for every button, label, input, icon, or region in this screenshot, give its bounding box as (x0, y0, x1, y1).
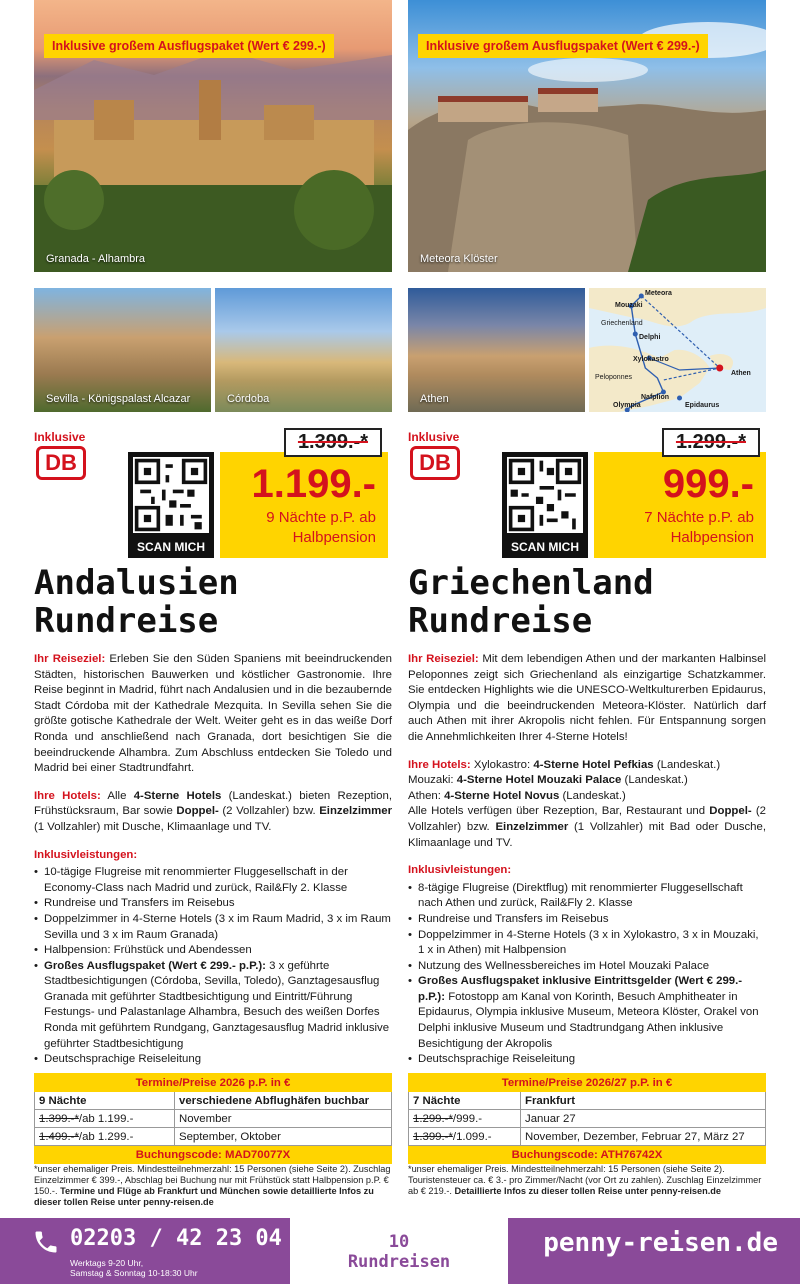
hotels-paragraph (408, 758, 766, 852)
hotels-text: 4-Sterne Hotel Novus (444, 789, 560, 802)
price-cell (409, 1128, 521, 1146)
offer-title (408, 564, 654, 640)
table-row (35, 1110, 392, 1128)
offer-description (408, 652, 766, 1068)
hotels-text: 4-Sterne Hotel Pefkias (533, 758, 654, 771)
route-map (589, 288, 766, 412)
hero-image-alhambra (34, 0, 392, 272)
hotels-text: Xylokastro: (473, 758, 531, 771)
footnote-bold: Detaillierte Infos zu dieser tollen Reise unter penny-reisen.de (454, 1186, 722, 1196)
hotels-text: (1 Vollzahler) mit Dusche, Klimaanlage und TV. (34, 820, 272, 833)
old-price: 1.499.-* (39, 1130, 79, 1143)
hotels-text: (Landeskat.) bieten Rezeption, Frühstücksraum, Bar sowie (34, 789, 392, 818)
price-table (408, 1073, 766, 1164)
old-price: 1.399.-* (284, 428, 382, 457)
reiseziel-text: Mit dem lebendigen Athen und der markanten Halbinsel Peloponnes zeigt sich Griechenland als einzigartige Schatzkammer. Sie entdecken Highlights wie die UNESCO-Weltkulturerben Epidaurus, Olympia und die beeindruckenden Meteora-Klöster. Natürlich darf auch Athen mit ihrer Akropolis nicht fehlen. Für Entspannung sorgen die Annehmlichkeiten Ihrer 4-Sterne Hotels! (408, 653, 766, 743)
table-row (35, 1128, 392, 1146)
hotels-text: Athen: (408, 789, 441, 802)
phone-icon (32, 1228, 60, 1256)
hotels-text: Alle (107, 789, 127, 802)
hours-weekend: Samstag & Sonntag 10-18:30 Uhr (70, 1268, 198, 1278)
inklusiv-list (34, 865, 392, 1068)
map-label-athen: Athen (731, 370, 751, 377)
reiseziel-text: Erleben Sie den Süden Spaniens mit beeindruckenden Städten, historischen Bauwerken und köstlicher Gastronomie. Ihre Reise beginnt in Madrid, führt nach Andalusien und in die bezaubernde Stadt Córdoba mit der Kathedrale Mezquita. In Sevilla sehen Sie die größte gotische Kathedrale der Welt. Weiter geht es in das weiße Dorf Ronda und anschließend nach Granada, dort besichtigen Sie die beeindruckende Alhambra. Zum Abschluss entdecken Sie Toledo und Madrid bei einer Stadtrundfahrt. (34, 653, 392, 775)
footnote (34, 1164, 392, 1208)
ausflugspaket-ribbon: Inklusive großem Ausflugspaket (Wert € 299.-) (418, 34, 708, 58)
footer-bar (0, 1218, 800, 1284)
hotels-text: (Landeskat.) (624, 774, 688, 787)
price-cell (35, 1128, 175, 1146)
tile-caption: Córdoba (227, 393, 270, 405)
hotels-text: Einzelzimmer (319, 805, 393, 818)
reiseziel-label: Ihr Reiseziel: (34, 653, 106, 665)
hotels-text: (2 Vollzahler) bzw. (408, 805, 767, 833)
list-item: • Deutschsprachige Reiseleitung (34, 1052, 392, 1068)
footnote-text: *unser ehemaliger Preis. Mindestteilnehmerzahl: 15 Personen (siehe Seite 2). Touristensteuer ca. € 3.- pro Zimmer/Nacht (vor Ort zu zahlen). Zuschlag Einzelzimmer ab € 219.-. (408, 1164, 762, 1196)
reiseziel-paragraph (408, 652, 766, 746)
hotels-label: Ihre Hotels: (408, 758, 471, 771)
list-item (34, 959, 392, 1053)
dates-cell: November (175, 1110, 392, 1128)
scan-label: SCAN MICH (511, 540, 579, 554)
table-column-headers (35, 1092, 392, 1110)
map-label-xylokastro: Xylokastro (633, 356, 669, 363)
db-logo: DB (36, 446, 86, 480)
reiseziel-label: Ihr Reiseziel: (408, 653, 479, 665)
qr-pattern (133, 457, 209, 533)
price-box (220, 431, 388, 558)
hotels-paragraph (34, 789, 392, 836)
list-item: • Doppelzimmer in 4-Sterne Hotels (3 x in Xylokastro, 3 x in Mouzaki, 1 x in Athen) mit Halbpension (408, 928, 766, 959)
list-item: • 8-tägige Flugreise (Direktflug) mit renommierter Fluggesellschaft nach Athen und zurück, Rail&Fly 2. Klasse (408, 881, 766, 912)
footnote-text: *unser ehemaliger Preis. Mindestteilnehmerzahl: 15 Personen (siehe Seite 2). Zuschlag Einzelzimmer € 399.-, Abschlag bei Buchung nur mit Frühstück statt Halbpension p.P. € 150.-. (34, 1164, 391, 1196)
title-line2: Rundreise (408, 601, 593, 641)
hotels-text: Doppel- (709, 805, 752, 818)
old-price: 1.399.-* (39, 1112, 79, 1125)
table-title: Termine/Preise 2026/27 p.P. in € (409, 1074, 766, 1092)
hotels-text: Doppel- (176, 805, 219, 818)
ausflugspaket-text: Fotostopp am Kanal von Korinth, Besuch Amphitheater in Epidaurus, Olympia inklusive Museum, Meteora Klöster, Orakel von Delphi inklusive Museum und Stadtrundgang Athen inklusive Besichtigung der Akropolis (418, 990, 759, 1050)
website-panel[interactable] (508, 1218, 800, 1284)
new-price: /999.- (452, 1112, 483, 1125)
price-cell (409, 1110, 521, 1128)
inklusiv-label: Inklusivleistungen: (408, 864, 512, 877)
hotels-text: (2 Vollzahler) bzw. (222, 805, 316, 818)
hotels-text: 4-Sterne Hotel Mouzaki Palace (456, 774, 622, 787)
hero-caption: Granada - Alhambra (46, 253, 146, 265)
table-row (409, 1128, 766, 1146)
hotels-label: Ihre Hotels: (34, 789, 101, 802)
hotels-text: (Landeskat.) (562, 789, 626, 802)
hero-image-meteora (408, 0, 766, 272)
reiseziel-paragraph (34, 652, 392, 777)
tile-caption: Sevilla - Königspalast Alcazar (46, 393, 191, 405)
phone-panel[interactable] (0, 1218, 290, 1284)
column-nights: 9 Nächte (35, 1092, 175, 1110)
table-title: Termine/Preise 2026 p.P. in € (35, 1074, 392, 1092)
offer-griechenland (408, 0, 766, 412)
website-link[interactable]: penny-reisen.de (543, 1228, 778, 1258)
list-item: • Doppelzimmer in 4-Sterne Hotels (3 x im Raum Madrid, 3 x im Raum Sevilla und 3 x im Raum Granada) (34, 912, 392, 943)
ausflugspaket-heading: Großes Ausflugspaket inklusive Eintrittsgelder (Wert € 299.- p.P.): (418, 975, 743, 1003)
photo-athen (408, 288, 585, 412)
list-item: • Rundreise und Transfers im Reisebus (34, 896, 392, 912)
map-label-peloponnes: Peloponnes (595, 374, 632, 381)
db-inklusive-label: Inklusive (408, 430, 460, 444)
hotels-text: (Landeskat.) (656, 758, 721, 771)
footnote-bold: Termine und Flüge ab Frankfurt und München sowie detaillierte Infos zu dieser tollen Reise unter penny-reisen.de (34, 1186, 374, 1207)
new-price: /1.099.- (452, 1130, 492, 1143)
price-cell (35, 1110, 175, 1128)
offer-title (34, 564, 239, 640)
price-board: Halbpension (292, 529, 376, 546)
ausflugspaket-ribbon: Inklusive großem Ausflugspaket (Wert € 299.-) (44, 34, 334, 58)
list-item: • Deutschsprachige Reiseleitung (408, 1052, 766, 1068)
table-row (409, 1110, 766, 1128)
dates-cell: Januar 27 (521, 1110, 766, 1128)
hero-caption: Meteora Klöster (420, 253, 498, 265)
booking-code-row (35, 1146, 392, 1164)
price-box (594, 431, 766, 558)
booking-code: Buchungscode: MAD70077X (35, 1146, 392, 1164)
photo-cordoba (215, 288, 392, 412)
db-inklusive-label: Inklusive (34, 430, 86, 444)
table-column-headers (409, 1092, 766, 1110)
inklusiv-list (408, 881, 766, 1068)
dates-cell: November, Dezember, Februar 27, März 27 (521, 1128, 766, 1146)
table-header (409, 1074, 766, 1092)
column-nights: 7 Nächte (409, 1092, 521, 1110)
list-item: • Rundreise und Transfers im Reisebus (408, 912, 766, 928)
db-logo: DB (410, 446, 460, 480)
price-subtext (644, 508, 754, 548)
scan-label: SCAN MICH (137, 540, 205, 554)
booking-code: Buchungscode: ATH76742X (409, 1146, 766, 1164)
qr-code[interactable] (128, 452, 214, 558)
map-label-nafplion: Nafplion (641, 394, 669, 401)
hotels-text: (1 Vollzahler) mit Bad oder Dusche, Klimaanlage und TV. (408, 820, 767, 849)
title-line2: Rundreise (34, 601, 219, 641)
map-label-olympia: Olympia (613, 402, 641, 409)
dates-cell: September, Oktober (175, 1128, 392, 1146)
old-price: 1.299.-* (662, 428, 760, 457)
old-price: 1.399.-* (413, 1130, 453, 1143)
list-item: • Halbpension: Frühstück und Abendessen (34, 943, 392, 959)
list-item: • Nutzung des Wellnessbereiches im Hotel Mouzaki Palace (408, 959, 766, 975)
price-nights: 7 Nächte p.P. ab (644, 509, 754, 526)
map-label-epidaurus: Epidaurus (685, 402, 720, 409)
page-number: 10 (388, 1232, 410, 1252)
booking-code-row (409, 1146, 766, 1164)
table-header (35, 1074, 392, 1092)
column-departure: Frankfurt (521, 1092, 766, 1110)
inklusiv-label: Inklusivleistungen: (34, 848, 138, 861)
list-item (408, 974, 766, 1052)
new-price: 999.- (662, 462, 754, 506)
map-label-mouzaki: Mouzaki (615, 302, 643, 309)
title-line1: Griechenland (408, 563, 654, 603)
map-label-meteora: Meteora (645, 290, 672, 297)
new-price: /ab 1.299.- (78, 1130, 134, 1143)
price-subtext (266, 508, 376, 548)
offer-description (34, 652, 392, 1068)
hotels-text: Alle Hotels verfügen über Rezeption, Bar, Restaurant und (408, 805, 706, 818)
hours-weekdays: Werktags 9-20 Uhr, (70, 1258, 144, 1268)
footnote (408, 1164, 766, 1197)
inklusiv-heading (408, 863, 766, 879)
price-nights: 9 Nächte p.P. ab (266, 509, 376, 526)
phone-number: 02203 / 42 23 04 (70, 1226, 282, 1251)
photo-tiles (408, 288, 766, 412)
hotels-text: Mouzaki: (408, 774, 454, 787)
page-section: Rundreisen (347, 1252, 451, 1272)
new-price: 1.199.- (251, 462, 376, 506)
ausflugspaket-text: 3 x geführte Stadtbesichtigungen (Córdoba, Sevilla, Toledo), Ganztagesausflug Granada mit geführter Stadtbesichtigung und Eintritt/Führung Festungs- und Palastanlage Alhambra, Besuch des weißen Dorfes Ronda mit geführtem Rundgang, Ganztagesausflug Madrid inklusive geführter Stadtbesichtigung (44, 959, 390, 1050)
opening-hours (70, 1258, 198, 1278)
price-table (34, 1073, 392, 1164)
price-board: Halbpension (670, 529, 754, 546)
offer-andalusien (34, 0, 392, 412)
title-line1: Andalusien (34, 563, 239, 603)
qr-code[interactable] (502, 452, 588, 558)
old-price: 1.299.-* (413, 1112, 453, 1125)
inklusiv-heading (34, 848, 392, 864)
hotels-text: Einzelzimmer (495, 820, 569, 833)
list-item: • 10-tägige Flugreise mit renommierter Fluggesellschaft in der Economy-Class nach Madrid und zurück, Rail&Fly 2. Klasse (34, 865, 392, 896)
photo-tiles (34, 288, 392, 412)
photo-sevilla (34, 288, 211, 412)
qr-pattern (507, 457, 583, 533)
map-label-griechenland: Griechenland (601, 320, 643, 327)
column-departure: verschiedene Abflughäfen buchbar (175, 1092, 392, 1110)
new-price: /ab 1.199.- (78, 1112, 134, 1125)
tile-caption: Athen (420, 393, 449, 405)
hotels-text: 4-Sterne Hotels (133, 789, 222, 802)
map-label-delphi: Delphi (639, 334, 661, 341)
ausflugspaket-heading: Großes Ausflugspaket (Wert € 299.- p.P.): (44, 959, 266, 972)
